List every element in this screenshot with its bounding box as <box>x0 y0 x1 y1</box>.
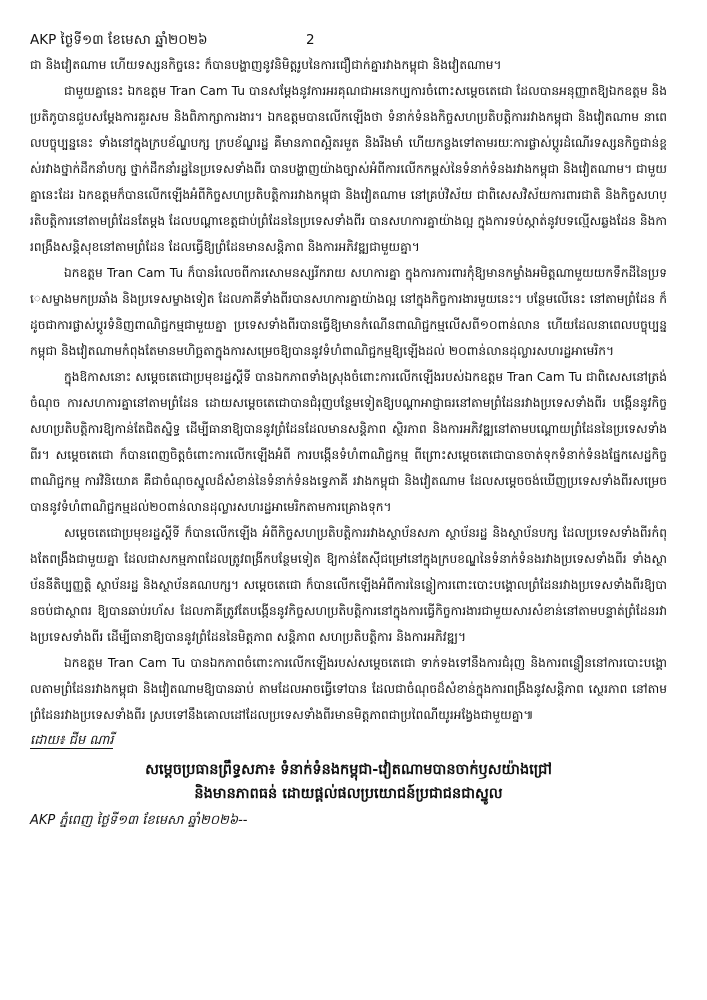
paragraph: ក្នុងឱកាសនោះ សម្តេចតេជោប្រមុខរដ្ឋស្តីទី បានឯកភាពទាំងស្រុងចំពោះការលើកឡើងរបស់ឯកឧត្តម Tran Cam Tu ជាពិសេសនៅត្រង់ចំណុច ការសហការគ្នានៅតាមព្រំដែន ដោយសម្តេចតេជោបានជំរុញបន្ថែមទៀតឱ្យបណ្តាអាជ្ញាធរនៅតាមព្រំដែនរវាងប្រទេសទាំងពីរ បង្កើននូវកិច្ចសហប្រតិបត្តិការឱ្យកាន់តែជិតស្និទ្ធ ដើម្បីធានាឱ្យបាននូវព្រំដែនដែលមានសន្តិភាព ស្ថិរភាព និងការអភិវឌ្ឍនៅតាមបណ្តោយព្រំដែននៃប្រទេសទាំងពីរ។ សម្តេចតេជោ ក៏បានពេញចិត្តចំពោះការលើកឡើងអំពី ការបង្កើនទំហំពាណិជ្ជកម្ម ពីព្រោះសម្តេចតេជោបានចាត់ទុកទំនាក់ទំនងផ្នែកសេដ្ឋកិច្ច ពាណិជ្ជកម្ម ការវិនិយោគ គឺជាចំណុចស្នូលដ៏សំខាន់នៃទំនាក់ទំនងទ្វេភាគី រវាងកម្ពុជា និងវៀតណាម ដែលសម្តេចចង់ឃើញប្រទេសទាំងពីរសម្រេចបាននូវទំហំពាណិជ្ជកម្មដល់២០ពាន់លានដុល្លារសហរដ្ឋអាមេរិកតាមការគ្រោងទុក។ <box>30 370 667 514</box>
headline-line-2: និងមានភាពធន់ ដោយផ្តល់ផលប្រយោជន៍ប្រជាជនជាស្នូល <box>194 786 503 802</box>
paragraph: ឯកឧត្តម Tran Cam Tu ក៏បានរំលេចពីការសោមនស្សរីករាយ សហការគ្នា ក្នុងការការពារកុំឱ្យមានកម្លាំងអមិត្តណាមួយយកទឹកដីនៃប្រទេសម្ខាងមកប្រឆាំង និងប្រទេសម្ខាងទៀត ដែលភាគីទាំងពីរបានសហការគ្នាយ៉ាងល្អ នៅក្នុងកិច្ចការងារមួយនេះ។ បន្ថែមលើនេះ នៅតាមព្រំដែន ក៏ដូចជាការផ្លាស់ប្តូរទំនិញពាណិជ្ជកម្មជាមួយគ្នា ប្រទេសទាំងពីរបានធ្វើឱ្យមានកំណើនពាណិជ្ជកម្មលើសពី១០ពាន់លាន ហើយដែលនាពេលបច្ចុប្បន្នកម្ពុជា និងវៀតណាមកំពុងតែមានមហិច្ឆតាក្នុងការសម្រេចឱ្យបាននូវទំហំពាណិជ្ជកម្មឱ្យឡើងដល់ ២០ពាន់លានដុល្លារសហរដ្ឋអាមេរិក។ <box>30 266 667 358</box>
dateline: AKP ថ្ងៃទី១៣ ខែមេសា ឆ្នាំ២០២៦ <box>30 32 208 48</box>
next-article-headline <box>30 758 667 806</box>
paragraph: ជាមួយគ្នានេះ ឯកឧត្តម Tran Cam Tu បានសម្តែងនូវការអរគុណជាអនេកប្បការចំពោះសម្តេចតេជោ ដែលបានអនុញ្ញាតឱ្យឯកឧត្តម និងប្រតិភូបានជួបសម្តែងការគួរសម និងពិភាក្សាការងារ។ ឯកឧត្តមបានលើកឡើងថា ទំនាក់ទំនងកិច្ចសហប្រតិបត្តិការរវាងកម្ពុជា និងវៀតណាម នាពេលបច្ចុប្បន្ននេះ ទាំងនៅក្នុងក្របខ័ណ្ឌបក្ស ក្របខ័ណ្ឌរដ្ឋ គឺមានភាពស្អិតរមួត និងរឹងមាំ ហើយកន្លងទៅតាមរយៈការផ្លាស់ប្តូរដំណើរទស្សនកិច្ចជាន់ខ្ពស់រវាងថ្នាក់ដឹកនាំបក្ស ថ្នាក់ដឹកនាំរដ្ឋនៃប្រទេសទាំងពីរ បានបង្ហាញយ៉ាងច្បាស់អំពីការលើកកម្ពស់នៃទំនាក់ទំនងរវាងកម្ពុជា និងវៀតណាម។ ជាមួយគ្នានេះដែរ ឯកឧត្តមក៏បានលើកឡើងអំពីកិច្ចសហប្រតិបត្តិការរវាងកម្ពុជា និងវៀតណាម នៅគ្រប់វិស័យ ជាពិសេសវិស័យការពារជាតិ និងកិច្ចសហប្រតិបត្តិការនៅតាមព្រំដែនតែម្តង ដែលបណ្តាខេត្តជាប់ព្រំដែននៃប្រទេសទាំងពីរ បានសហការគ្នាយ៉ាងល្អ ក្នុងការទប់ស្កាត់នូវបទល្មើសឆ្លងដែន និងការពង្រឹងសន្តិសុខនៅតាមព្រំដែន ដែលធ្វើឱ្យព្រំដែនមានសន្តិភាព និងការអភិវឌ្ឍជាមួយគ្នា។ <box>30 84 667 254</box>
headline-line-1: សម្តេចប្រធានព្រឹទ្ធសភា៖ ទំនាក់ទំនងកម្ពុជា-វៀតណាមបានចាក់ឫសយ៉ាងជ្រៅ <box>145 762 552 778</box>
paragraph: សម្តេចតេជោប្រមុខរដ្ឋស្តីទី ក៏បានលើកឡើង អំពីកិច្ចសហប្រតិបត្តិការរវាងស្ថាប័នសភា ស្ថាប័នរដ្ឋ និងស្ថាប័នបក្ស ដែលប្រទេសទាំងពីរកំពុងតែពង្រឹងជាមួយគ្នា ដែលជាសកម្មភាពដែលត្រូវពង្រីកបន្ថែមទៀត ឱ្យកាន់តែស៊ីជម្រៅនៅក្នុងក្របខណ្ឌនៃទំនាក់ទំនងរវាងប្រទេសទាំងពីរ ទាំងស្ថាប័ននីតិប្បញ្ញត្តិ ស្ថាប័នរដ្ឋ និងស្ថាប័នគណបក្ស។ សម្តេចតេជោ ក៏បានលើកឡើងអំពីការនៃន្លៀការពោះបោះបង្គោលព្រំដែនរវាងប្រទេសទាំងពីរឱ្យបានចប់ជាស្ថាពរ ឱ្យបានឆាប់រហ័ស ដែលភាគីត្រូវតែបង្កើននូវកិច្ចសហប្រតិបត្តិការនៅក្នុងការធ្វើកិច្ចការងារជាមួយសារសំខាន់នៅតាមបន្ទាត់ព្រំដែនរវាងប្រទេសទាំងពីរ ដើម្បីធានាឱ្យបាននូវព្រំដែននៃមិត្តភាព សន្តិភាព សហប្រតិបត្តិការ និងការអភិវឌ្ឍ។ <box>30 526 667 644</box>
author-byline <box>30 730 667 752</box>
paragraph: ឯកឧត្តម Tran Cam Tu បានឯកភាពចំពោះការលើកឡើងរបស់សម្តេចតេជោ ទាក់ទងទៅនឹងការជំរុញ និងការពន្លឿននៅការបោះបង្គោលតាមព្រំដែនរវាងកម្ពុជា និងវៀតណាមឱ្យបានឆាប់ តាមដែលអាចធ្វើទៅបាន ដែលជាចំណុចដ៏សំខាន់ក្នុងការពង្រឹងនូវសន្តិភាព ស្ថេរភាព នៅតាមព្រំដែនរវាងប្រទេសទាំងពីរ ស្របទៅនឹងគោលដៅដែលប្រទេសទាំងពីរមានមិត្តភាពជាប្រពៃណីយូរអង្វែងជាមួយគ្នា៕ <box>30 656 667 722</box>
page-header <box>30 30 667 50</box>
paragraph: ជា និងវៀតណាម ហើយទស្សនកិច្ចនេះ ក៏បានបង្ហាញនូវនិមិត្តរូបនៃការជឿជាក់គ្នារវាងកម្ពុជា និងវៀតណាម។ <box>30 58 502 72</box>
page-number: 2 <box>306 32 315 48</box>
author-name: ដោយ៖ ជីម ណារី <box>30 733 114 748</box>
footer-dateline: AKP ភ្នំពេញ ថ្ងៃទី១៣ ខែមេសា ឆ្នាំ២០២៦-- <box>30 813 248 828</box>
article-body <box>30 52 667 728</box>
